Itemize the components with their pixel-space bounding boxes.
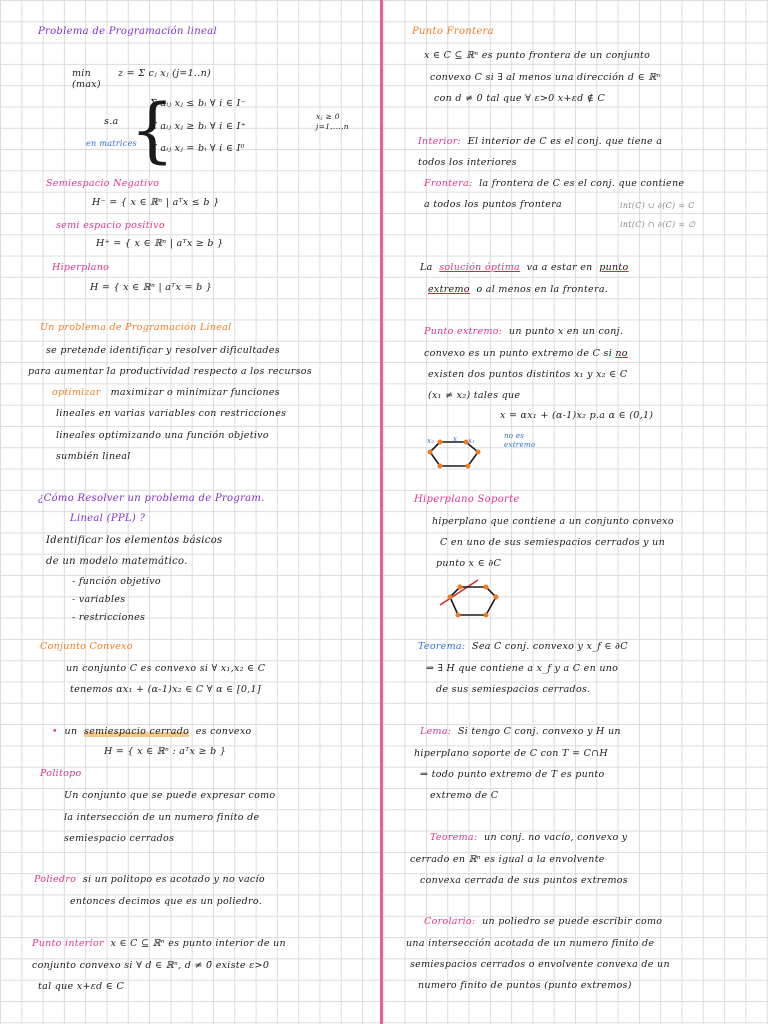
lp-problem-line: lineales en varias variables con restricciones [56, 408, 287, 419]
extreme-point-line: existen dos puntos distintos x₁ y x₂ ∈ C [428, 369, 628, 380]
lp-problem-line: para aumentar la productividad respecto a los recursos [28, 366, 313, 377]
objective-minmax: min (max) [72, 68, 101, 90]
support-hyperplane-title: Hiperplano Soporte [414, 494, 520, 505]
fig1-not-extreme-note: no es extremo [504, 432, 536, 449]
polytope-title: Politopo [40, 768, 82, 779]
lp-problem-line: se pretende identificar y resolver dificultades [46, 345, 280, 356]
extreme-point-line: convexo es un punto extremo de C si [424, 348, 613, 359]
matrix-label: en matrices [86, 139, 138, 148]
constraint-row: Σ aᵢⱼ xⱼ ≥ bᵢ ∀ i ∈ I⁺ [150, 121, 246, 132]
closed-semispace-pre: un [64, 726, 78, 737]
hyperplane-title: Hiperplano [52, 262, 110, 273]
corollary-line: una intersección acotada de un numero finito de [406, 938, 655, 949]
polyhedron-line: entonces decimos que es un poliedro. [70, 896, 263, 907]
semi-positive-title: semi espacio positivo [56, 220, 165, 231]
semi-positive-formula: H⁺ = { x ∈ ℝⁿ | aᵀx ≥ b } [96, 238, 224, 249]
lemma-line: hiperplano soporte de C con T = C∩H [414, 748, 608, 759]
how-to-solve-line: Identificar los elementos básicos [46, 535, 223, 546]
interior-line: todos los interiores [418, 157, 517, 168]
interior-title: Interior: [418, 136, 462, 147]
polyhedron-text: si un politopo es acotado y no vacío [82, 874, 265, 885]
fig1-x2-label: x₂ [427, 437, 435, 445]
theorem2-line: convexa cerrada de sus puntos extremos [420, 875, 628, 886]
polytope-line: Un conjunto que se puede expresar como [64, 790, 276, 801]
lp-title: Problema de Programación lineal [38, 26, 217, 37]
theorem2-line: cerrado en ℝⁿ es igual a la envolvente [410, 854, 605, 865]
frontier-title: Frontera: [424, 178, 473, 189]
page-divider [380, 0, 383, 1024]
extreme-point-line: (x₁ ≠ x₂) tales que [428, 390, 521, 401]
interior-point-line: conjunto convexo si ∀ d ∈ ℝⁿ, d ≠ 0̄ existe ε>0 [32, 960, 270, 971]
theorem1-title: Teorema: [418, 641, 466, 652]
closed-semispace-formula: H = { x ∈ ℝⁿ : aᵀx ≥ b } [104, 746, 227, 757]
support-line-arrow [440, 580, 478, 605]
hexagon-shape [450, 587, 496, 615]
objective-formula: z = Σ cⱼ xⱼ (j=1..n) [118, 68, 211, 79]
interior-point-title: Punto interior [32, 938, 104, 949]
corollary-text: un poliedro se puede escribir como [482, 916, 663, 927]
corollary-line: semiespacios cerrados o envolvente convexa de un [410, 959, 670, 970]
lemma-line: ⇒ todo punto extremo de T es punto [420, 769, 605, 780]
frontier-line: a todos los puntos frontera [424, 199, 562, 210]
hyperplane-formula: H = { x ∈ ℝⁿ | aᵀx = b } [90, 282, 213, 293]
closed-semispace-highlight: semiespacio cerrado [84, 726, 190, 737]
extreme-point-title: Punto extremo: [424, 326, 503, 337]
lp-problem-line: maximizar o minimizar funciones [110, 387, 280, 398]
convex-set-title: Conjunto Convexo [40, 641, 133, 652]
polyhedron-title: Poliedro [34, 874, 77, 885]
semi-negative-title: Semiespacio Negativo [46, 178, 160, 189]
extreme-point-no: no [615, 348, 628, 359]
support-hyperplane-line: punto x ∈ ∂C [436, 558, 502, 569]
boundary-point-title: Punto Frontera [412, 26, 494, 37]
solution-extreme-underline: extremo [428, 284, 470, 295]
convex-set-line: tenemos αx₁ + (α-1)x₂ ∈ C ∀ α ∈ [0,1] [70, 684, 261, 695]
how-to-solve-title-2: Lineal (PPL) ? [70, 513, 146, 524]
optimal-solution-highlight: solución óptima [439, 262, 521, 273]
interior-text: El interior de C es el conj. que tiene a [467, 136, 663, 147]
support-hyperplane-line: C en uno de sus semiespacios cerrados y un [440, 537, 666, 548]
closed-semispace-post: es convexo [195, 726, 252, 737]
solution-pre: La [420, 262, 433, 273]
lp-problem-title: Un problema de Programación Lineal [40, 322, 232, 333]
interior-union-note: int(C) ∪ ∂(C) = C [620, 201, 695, 210]
solution-line2: o al menos en la frontera. [476, 284, 609, 295]
lp-problem-line: sumbién lineal [56, 451, 131, 462]
optimizar-term: optimizar [52, 387, 101, 398]
solution-mid: va a estar en [526, 262, 593, 273]
boundary-point-line: con d ≠ 0 tal que ∀ ε>0 x+εd ∉ C [434, 93, 606, 104]
boundary-point-line: convexo C si ∃ al menos una dirección d ∈ ℝⁿ [430, 72, 661, 83]
corollary-title: Corolario: [424, 916, 476, 927]
how-to-solve-line: de un modelo matemático. [46, 556, 188, 567]
hexagon-figure-2 [430, 575, 520, 635]
polytope-line: semiespacio cerrados [64, 833, 175, 844]
corollary-line: numero finito de puntos (punto extremos) [418, 980, 632, 991]
boundary-point-line: x ∈ C ⊆ ℝⁿ es punto frontera de un conjunto [424, 50, 651, 61]
polytope-line: la intersección de un numero finito de [64, 812, 260, 823]
theorem2-title: Teorema: [430, 832, 478, 843]
interior-point-text: x ∈ C ⊆ ℝⁿ es punto interior de un [110, 938, 286, 949]
constraint-row: Σ aᵢⱼ xⱼ ≤ bᵢ ∀ i ∈ I⁻ [150, 98, 246, 109]
element-item: - variables [72, 594, 126, 605]
lp-problem-line: lineales optimizando una función objetivo [56, 430, 269, 441]
variable-conditions: xⱼ ≥ 0 j=1,...,n [316, 112, 349, 131]
theorem1-line: de sus semiespacios cerrados. [436, 684, 591, 695]
element-item: - restricciones [72, 612, 146, 623]
lemma-line: extremo de C [430, 790, 499, 801]
theorem1-text: Sea C conj. convexo y x_f ∈ ∂C [472, 641, 628, 652]
frontier-text: la frontera de C es el conj. que contiene [479, 178, 685, 189]
lemma-text: Si tengo C conj. convexo y H un [457, 726, 621, 737]
fig1-x-label: x [453, 435, 458, 443]
theorem1-line: ⇒ ∃ H que contiene a x_f y a C en uno [426, 663, 619, 674]
constraint-row: Σ aᵢⱼ xⱼ = bᵢ ∀ i ∈ I⁰ [150, 143, 245, 154]
constraints-brace: { [130, 89, 175, 171]
interior-intersection-note: int(C) ∩ ∂(C) = ∅ [620, 220, 696, 229]
support-hyperplane-line: hiperplano que contiene a un conjunto convexo [432, 516, 674, 527]
lemma-title: Lema: [420, 726, 452, 737]
fig1-x1-label: x₁ [468, 437, 476, 445]
element-item: - función objetivo [72, 576, 161, 587]
convex-set-line: un conjunto C es convexo si ∀ x₁,x₂ ∈ C [66, 663, 266, 674]
extreme-point-dots [448, 585, 499, 618]
interior-point-line: tal que x+εd ∈ C [38, 981, 125, 992]
extreme-point-line: x = αx₁ + (α-1)x₂ p.a α ∈ (0,1) [500, 410, 654, 421]
subject-to-label: s.a [104, 116, 119, 127]
solution-point-underline: punto [599, 262, 629, 273]
bullet: • [52, 726, 58, 737]
extreme-point-text: un punto x en un conj. [508, 326, 624, 337]
theorem2-text: un conj. no vacío, convexo y [484, 832, 628, 843]
how-to-solve-title: ¿Cómo Resolver un problema de Program. [38, 493, 265, 504]
semi-negative-formula: H⁻ = { x ∈ ℝⁿ | aᵀx ≤ b } [92, 197, 220, 208]
